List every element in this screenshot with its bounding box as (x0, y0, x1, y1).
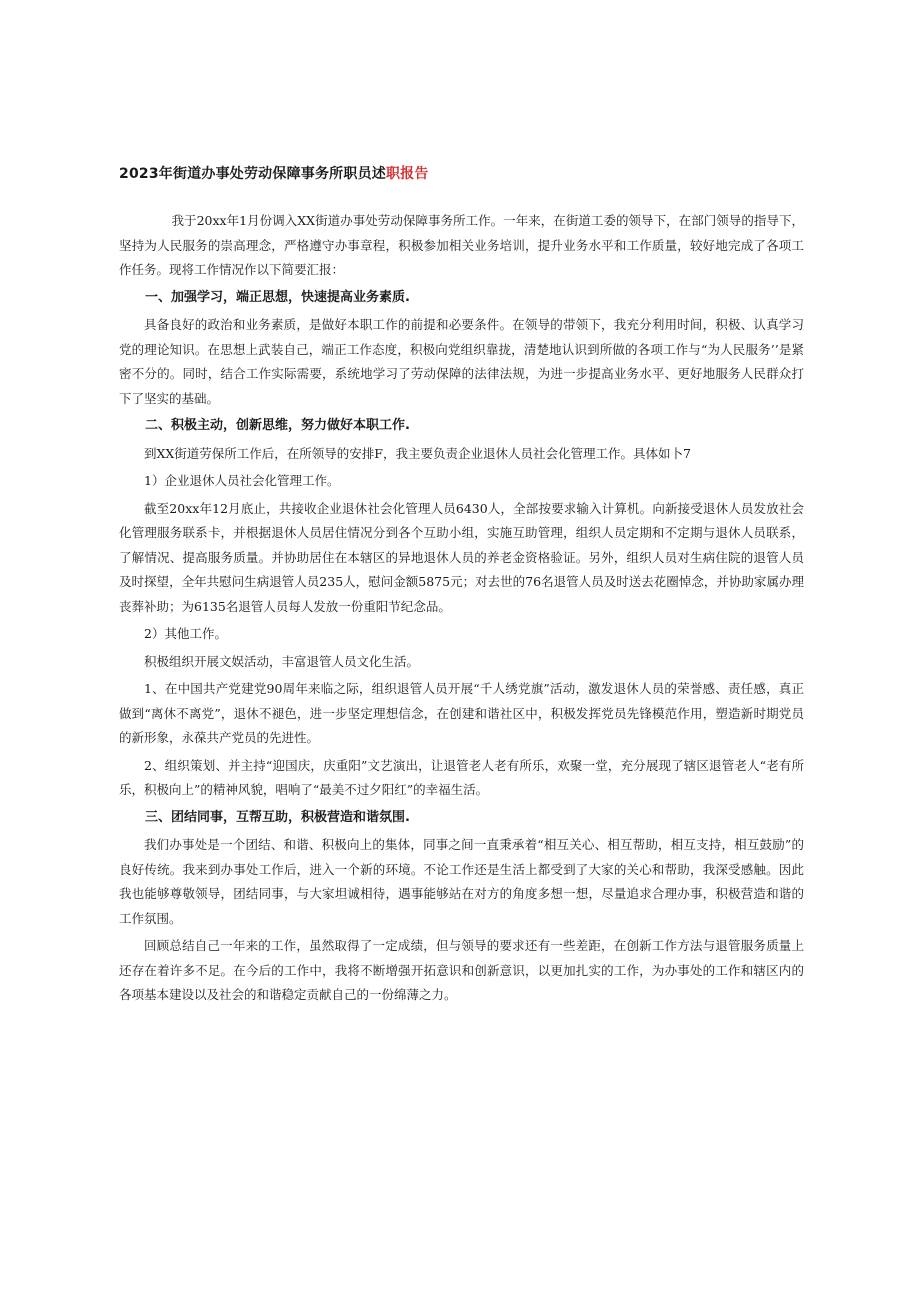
closing-paragraph: 回顾总结自己一年来的工作，虽然取得了一定成绩，但与领导的要求还有一些差距，在创新工作方法与退管服务质量上还存在着许多不足。在今后的工作中，我将不断增强开拓意识和创新意识，以更加扎实的工作，为办事处的工作和辖区内的各项基本建设以及社会的和谐稳定贡献自己的一份绵薄之力。 (119, 938, 804, 1002)
title-accent: 职报告 (385, 166, 429, 182)
body-paragraph: 具备良好的政治和业务素质，是做好本职工作的前提和必要条件。在领导的带领下，我充分利用时间，积极、认真学习党的理论知识。在思想上武装自己，端正工作态度，积极向党组织靠拢，清楚地认识到所做的各项工作与“为人民服务’’是紧密不分的。同时，结合工作实际需要，系统地学习了劳动保障的法律法规，为进一步提高业务水平、更好地服务人民群众打下了坚实的基础。 (119, 317, 804, 406)
body-paragraph: 我们办事处是一个团结、和谐、积极向上的集体，同事之间一直秉承着“相互关心、相互帮助，相互支持，相互鼓励”的良好传统。我来到办事处工作后，进入一个新的环境。不论工作还是生活上都受到了大家的关心和帮助，我深受感触。因此我也能够尊敬领导，团结同事，与大家坦诚相待，遇事能够站在对方的角度多想一想，尽量追求合理办事，积极营造和谐的工作氛围。 (119, 837, 804, 926)
document-body (119, 209, 804, 1011)
body-paragraph: 2、组织策划、并主持“迎国庆，庆重阳”文艺演出，让退管老人老有所乐，欢聚一堂，充分展现了辖区退管老人“老有所乐，积极向上”的精神风貌，唱响了“最美不过夕阳红”的幸福生活。 (119, 757, 804, 797)
intro-paragraph: 我于20xx年1月份调入XX街道办事处劳动保障事务所工作。一年来，在街道工委的领导下，在部门领导的指导下，坚持为人民服务的崇高理念，严格遵守办事章程，积极参加相关业务培训，提升业务水平和工作质量，较好地完成了各项工作任务。现将工作情况作以下简要汇报： (119, 213, 804, 277)
body-paragraph: 1、在中国共产党建党90周年来临之际，组织退管人员开展“千人绣党旗”活动，激发退休人员的荣誉感、责任感，真正做到“离休不离党”，退休不褪色，进一步坚定理想信念，在创建和谐社区中，积极发挥党员先锋模范作用，塑造新时期党员的新形象，永葆共产党员的先进性。 (119, 681, 804, 745)
title-main: 2023年街道办事处劳动保障事务所职员述 (119, 166, 386, 182)
section-heading-3: 三、团结同事，互帮互助，积极营造和谐氛围. (145, 809, 410, 825)
body-paragraph: 到XX街道劳保所工作后，在所领导的安排F，我主要负责企业退休人员社会化管理工作。具体如卜7 (144, 445, 691, 461)
body-paragraph: 截至20xx年12月底止，共接收企业退休社会化管理人员6430人，全部按要求输入计算机。向新接受退休人员发放社会化管理服务联系卡，并根据退休人员居住情况分到各个互助小组，实施互助管理，组织人员定期和不定期与退休人员联系，了解情况、提高服务质量。并协助居住在本辖区的异地退休人员的养老金资格验证。另外，组织人员对生病住院的退管人员及时探望，全年共慰问生病退管人员235人，慰问金额5875元；对去世的76名退管人员及时送去花圈悼念，并协助家属办理丧葬补助；为6135名退管人员每人发放一份重阳节纪念品。 (119, 500, 804, 614)
subheading-1: 1）企业退休人员社会化管理工作。 (144, 473, 340, 488)
section-heading-1: 一、加强学习，端正思想，快速提高业务素质. (145, 289, 410, 305)
section-heading-2: 二、积极主动，创新思维，努力做好本职工作. (145, 418, 410, 433)
body-paragraph: 积极组织开展文娱活动，丰富退管人员文化生活。 (144, 653, 420, 669)
document-title (119, 163, 429, 183)
subheading-2: 2）其他工作。 (144, 626, 227, 641)
